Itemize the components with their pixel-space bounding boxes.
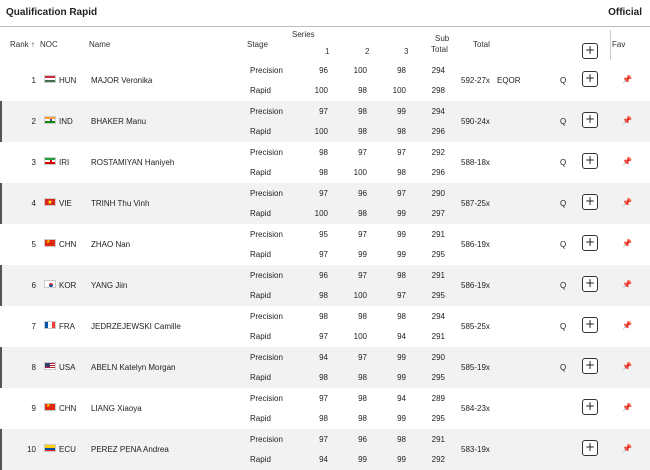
stage-label: Rapid	[250, 373, 271, 382]
series-2-score: 100	[353, 332, 367, 341]
series-1-score: 97	[319, 332, 328, 341]
total-score: 586-19x	[461, 240, 490, 249]
athlete-name: ZHAO Nan	[91, 240, 131, 249]
series-1-score: 94	[319, 353, 328, 362]
stage-label: Precision	[250, 394, 283, 403]
add-athlete-button[interactable]	[582, 399, 598, 415]
series-1-score: 97	[319, 435, 328, 444]
total-score: 592-27x	[461, 76, 490, 85]
series-2-score: 98	[358, 414, 367, 423]
series-3-score: 99	[397, 414, 406, 423]
athlete-name: TRINH Thu Vinh	[91, 199, 150, 208]
pin-icon[interactable]: 📌	[622, 116, 632, 125]
series-2-score: 98	[358, 107, 367, 116]
series-3-header: 3	[404, 47, 409, 56]
rank-cell: 7	[31, 322, 36, 331]
series-3-score: 94	[397, 332, 406, 341]
stage-label: Precision	[250, 189, 283, 198]
series-1-score: 98	[319, 373, 328, 382]
rank-cell: 1	[31, 76, 36, 85]
series-3-score: 98	[397, 168, 406, 177]
stage-label: Precision	[250, 312, 283, 321]
series-1-score: 96	[319, 66, 328, 75]
hun-flag-icon	[44, 75, 56, 83]
series-2-score: 98	[358, 312, 367, 321]
record-note: EQOR	[497, 76, 521, 85]
table-header	[0, 26, 650, 63]
series-1-score: 97	[319, 394, 328, 403]
series-3-score: 99	[397, 455, 406, 464]
table-row[interactable]	[0, 224, 650, 265]
series-1-score: 95	[319, 230, 328, 239]
series-1-score: 98	[319, 291, 328, 300]
add-athlete-button[interactable]	[582, 112, 598, 128]
series-1-score: 94	[319, 455, 328, 464]
noc-cell: IRI	[59, 158, 70, 167]
series-1-score: 96	[319, 271, 328, 280]
athlete-name: ROSTAMIYAN Haniyeh	[91, 158, 175, 167]
series-3-score: 97	[397, 291, 406, 300]
ind-flag-icon	[44, 116, 56, 124]
sub-total-score: 295	[431, 291, 445, 300]
plus-icon: +	[584, 235, 596, 249]
add-athlete-button[interactable]	[582, 194, 598, 210]
stage-label: Precision	[250, 353, 283, 362]
add-athlete-button[interactable]	[582, 440, 598, 456]
series-2-score: 98	[358, 394, 367, 403]
rank-cell: 2	[31, 117, 36, 126]
results-header	[0, 0, 650, 26]
noc-cell: HUN	[59, 76, 77, 85]
stage-label: Rapid	[250, 291, 271, 300]
series-3-score: 98	[397, 435, 406, 444]
series-3-score: 98	[397, 127, 406, 136]
total-score: 586-19x	[461, 281, 490, 290]
table-row[interactable]	[0, 183, 650, 224]
kor-flag-icon	[44, 280, 56, 288]
series-3-score: 99	[397, 250, 406, 259]
stage-label: Precision	[250, 148, 283, 157]
total-score: 588-18x	[461, 158, 490, 167]
total-score: 585-25x	[461, 322, 490, 331]
ecu-flag-icon	[44, 444, 56, 452]
sub-total-header-bottom: Total	[431, 45, 448, 54]
series-1-score: 97	[319, 250, 328, 259]
series-2-score: 97	[358, 148, 367, 157]
sub-total-score: 295	[431, 414, 445, 423]
series-3-score: 94	[397, 394, 406, 403]
page-title: Qualification Rapid	[6, 7, 98, 18]
total-column-header[interactable]: Total	[473, 40, 490, 49]
pin-icon[interactable]: 📌	[622, 198, 632, 207]
vie-flag-icon: ★	[44, 198, 56, 206]
sub-total-score: 292	[431, 455, 445, 464]
sub-total-score: 294	[431, 107, 445, 116]
plus-icon: +	[584, 112, 596, 126]
series-1-score: 98	[319, 312, 328, 321]
series-1-score: 100	[314, 127, 328, 136]
pin-icon[interactable]: 📌	[622, 239, 632, 248]
sub-total-score: 295	[431, 373, 445, 382]
sub-total-score: 298	[431, 86, 445, 95]
usa-flag-icon	[44, 362, 56, 370]
table-row[interactable]	[0, 429, 650, 470]
athlete-name: BHAKER Manu	[91, 117, 147, 126]
rank-header-label: Rank	[10, 40, 29, 49]
series-column-header: Series	[292, 30, 315, 39]
series-1-score: 98	[319, 148, 328, 157]
sub-total-score: 296	[431, 127, 445, 136]
name-column-header[interactable]: Name	[89, 40, 111, 49]
qualified-mark: Q	[560, 158, 567, 167]
pin-icon[interactable]: 📌	[622, 403, 632, 412]
series-2-score: 99	[358, 250, 367, 259]
series-2-score: 96	[358, 189, 367, 198]
series-2-score: 100	[353, 291, 367, 300]
rank-cell: 8	[31, 363, 36, 372]
athlete-name: LIANG Xiaoya	[91, 404, 142, 413]
fra-flag-icon	[44, 321, 56, 329]
stage-label: Rapid	[250, 168, 271, 177]
series-1-header: 1	[325, 47, 330, 56]
noc-column-header[interactable]: NOC	[40, 40, 58, 49]
table-row[interactable]	[0, 306, 650, 347]
series-1-score: 98	[319, 414, 328, 423]
series-2-score: 97	[358, 230, 367, 239]
stage-label: Rapid	[250, 127, 271, 136]
pin-icon[interactable]: 📌	[622, 157, 632, 166]
stage-label: Precision	[250, 107, 283, 116]
noc-cell: FRA	[59, 322, 75, 331]
table-row[interactable]	[0, 142, 650, 183]
noc-cell: VIE	[59, 199, 72, 208]
qualified-mark: Q	[560, 322, 567, 331]
pin-icon[interactable]: 📌	[622, 444, 632, 453]
plus-icon: +	[584, 399, 596, 413]
stage-column-header[interactable]: Stage	[247, 40, 268, 49]
table-row[interactable]	[0, 101, 650, 142]
athlete-name: JEDRZEJEWSKI Camille	[91, 322, 181, 331]
series-1-score: 100	[314, 209, 328, 218]
total-score: 590-24x	[461, 117, 490, 126]
plus-icon: +	[584, 276, 596, 290]
series-2-header: 2	[365, 47, 370, 56]
rank-cell: 10	[27, 445, 36, 454]
add-athlete-button[interactable]	[582, 358, 598, 374]
qualified-mark: Q	[560, 240, 567, 249]
table-row[interactable]	[0, 265, 650, 306]
plus-icon: +	[584, 440, 596, 454]
qualified-mark: Q	[560, 76, 567, 85]
rank-cell: 6	[31, 281, 36, 290]
sub-total-score: 291	[431, 230, 445, 239]
series-3-score: 97	[397, 148, 406, 157]
plus-icon: +	[584, 153, 596, 167]
noc-cell: KOR	[59, 281, 77, 290]
sub-total-score: 292	[431, 148, 445, 157]
stage-label: Precision	[250, 271, 283, 280]
qualified-mark: Q	[560, 117, 567, 126]
sub-total-score: 289	[431, 394, 445, 403]
plus-icon: +	[584, 43, 596, 57]
add-all-button[interactable]	[582, 43, 598, 59]
series-3-score: 98	[397, 271, 406, 280]
total-score: 587-25x	[461, 199, 490, 208]
qualified-mark: Q	[560, 199, 567, 208]
rank-cell: 4	[31, 199, 36, 208]
table-row[interactable]	[0, 347, 650, 388]
series-3-score: 98	[397, 312, 406, 321]
series-3-score: 97	[397, 189, 406, 198]
series-3-score: 98	[397, 66, 406, 75]
series-3-score: 99	[397, 230, 406, 239]
stage-label: Rapid	[250, 86, 271, 95]
series-2-score: 98	[358, 127, 367, 136]
noc-cell: ECU	[59, 445, 76, 454]
series-3-score: 99	[397, 373, 406, 382]
athlete-name: MAJOR Veronika	[91, 76, 153, 85]
athlete-name: PEREZ PENA Andrea	[91, 445, 169, 454]
stage-label: Precision	[250, 66, 283, 75]
add-athlete-button[interactable]	[582, 276, 598, 292]
series-2-score: 98	[358, 373, 367, 382]
stage-label: Rapid	[250, 414, 271, 423]
add-athlete-button[interactable]	[582, 235, 598, 251]
noc-cell: CHN	[59, 404, 77, 413]
pin-icon[interactable]: 📌	[622, 280, 632, 289]
stage-label: Precision	[250, 230, 283, 239]
sub-total-score: 297	[431, 209, 445, 218]
sub-total-score: 291	[431, 271, 445, 280]
sub-total-score: 296	[431, 168, 445, 177]
sort-arrow-icon[interactable]: ↑	[30, 40, 35, 49]
stage-label: Rapid	[250, 455, 271, 464]
chn-flag-icon: ★	[44, 239, 56, 247]
pin-icon[interactable]: 📌	[622, 362, 632, 371]
iri-flag-icon	[44, 157, 56, 165]
chn-flag-icon: ★	[44, 403, 56, 411]
series-1-score: 97	[319, 189, 328, 198]
series-2-score: 100	[353, 168, 367, 177]
pin-icon[interactable]: 📌	[622, 321, 632, 330]
series-2-score: 99	[358, 455, 367, 464]
series-2-score: 100	[353, 66, 367, 75]
table-row[interactable]	[0, 388, 650, 429]
total-score: 583-19x	[461, 445, 490, 454]
rank-cell: 9	[31, 404, 36, 413]
total-score: 585-19x	[461, 363, 490, 372]
qualified-mark: Q	[560, 281, 567, 290]
noc-cell: IND	[59, 117, 73, 126]
series-2-score: 97	[358, 353, 367, 362]
stage-label: Precision	[250, 435, 283, 444]
noc-cell: USA	[59, 363, 76, 372]
series-3-score: 100	[392, 86, 406, 95]
series-3-score: 99	[397, 209, 406, 218]
sub-total-score: 290	[431, 189, 445, 198]
athlete-name: YANG Jiin	[91, 281, 128, 290]
series-1-score: 98	[319, 168, 328, 177]
plus-icon: +	[584, 194, 596, 208]
series-3-score: 99	[397, 107, 406, 116]
stage-label: Rapid	[250, 250, 271, 259]
sub-total-header-top: Sub	[435, 34, 450, 43]
series-2-score: 98	[358, 209, 367, 218]
plus-icon: +	[584, 71, 596, 85]
sub-total-score: 291	[431, 332, 445, 341]
add-athlete-button[interactable]	[582, 317, 598, 333]
series-1-score: 100	[314, 86, 328, 95]
pin-icon[interactable]: 📌	[622, 75, 632, 84]
rank-cell: 3	[31, 158, 36, 167]
plus-icon: +	[584, 317, 596, 331]
rank-column-header[interactable]	[10, 40, 35, 49]
series-2-score: 96	[358, 435, 367, 444]
series-3-score: 99	[397, 353, 406, 362]
add-athlete-button[interactable]	[582, 71, 598, 87]
athlete-name: ABELN Katelyn Morgan	[91, 363, 176, 372]
total-score: 584-23x	[461, 404, 490, 413]
qualified-mark: Q	[560, 363, 567, 372]
rank-cell: 5	[31, 240, 36, 249]
stage-label: Rapid	[250, 209, 271, 218]
status-label: Official	[608, 7, 642, 18]
sub-total-score: 294	[431, 312, 445, 321]
series-1-score: 97	[319, 107, 328, 116]
sub-total-score: 294	[431, 66, 445, 75]
plus-icon: +	[584, 358, 596, 372]
series-2-score: 97	[358, 271, 367, 280]
series-2-score: 98	[358, 86, 367, 95]
add-athlete-button[interactable]	[582, 153, 598, 169]
fav-column-header: Fav	[612, 40, 626, 49]
table-row[interactable]	[0, 60, 650, 101]
stage-label: Rapid	[250, 332, 271, 341]
sub-total-score: 291	[431, 435, 445, 444]
sub-total-score: 290	[431, 353, 445, 362]
sub-total-score: 295	[431, 250, 445, 259]
noc-cell: CHN	[59, 240, 77, 249]
